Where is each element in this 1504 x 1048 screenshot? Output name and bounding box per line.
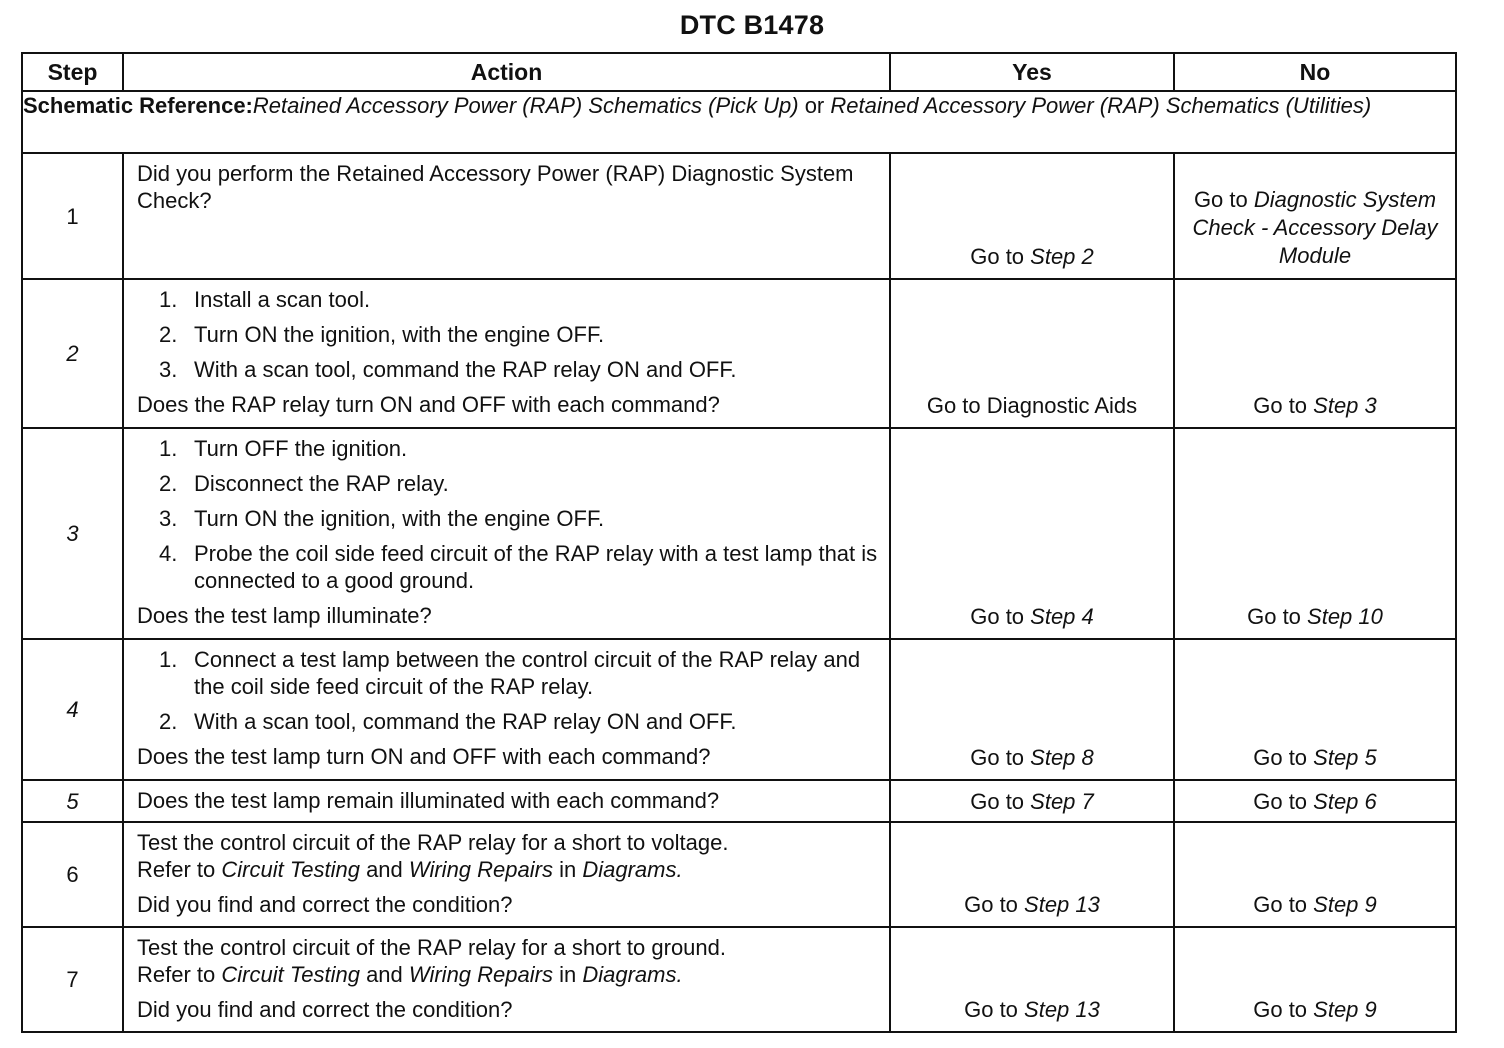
list-item: 2. With a scan tool, command the RAP relay ON and OFF. — [159, 709, 737, 734]
no-step-link[interactable]: Step 6 — [1313, 788, 1377, 814]
table-row — [22, 822, 1456, 927]
yes-prefix: Go to — [970, 604, 1031, 629]
no-prefix: Go to — [1247, 604, 1308, 629]
step-number: 4 — [22, 639, 123, 780]
table-row — [22, 428, 1456, 639]
action-question: Does the test lamp turn ON and OFF with each command? — [137, 744, 711, 769]
yes-cell — [890, 927, 1174, 1032]
header-action: Action — [123, 53, 890, 91]
list-item: 1. Connect a test lamp between the control circuit of the RAP relay and the coil side feed circuit of the RAP relay. — [159, 647, 861, 699]
yes-prefix: Go to — [970, 788, 1031, 814]
refer-line: Refer to Circuit Testing and Wiring Repairs in Diagrams. — [137, 962, 683, 987]
schematic-or: or — [798, 93, 831, 118]
no-step-link[interactable]: Step 3 — [1313, 393, 1377, 418]
no-step-link[interactable]: Step 9 — [1313, 997, 1377, 1022]
no-cell — [1174, 927, 1456, 1032]
action-question: Did you find and correct the condition? — [137, 892, 513, 917]
no-cell — [1174, 428, 1456, 639]
list-item: 1. Install a scan tool. — [159, 287, 371, 312]
yes-cell — [890, 822, 1174, 927]
step-number: 5 — [22, 780, 123, 822]
yes-step-link[interactable]: Step 13 — [1024, 997, 1100, 1022]
no-step-link[interactable]: Diagnostic System Check - Accessory Delay Module — [1192, 187, 1438, 268]
yes-cell — [890, 428, 1174, 639]
action-cell — [123, 279, 890, 428]
action-cell — [123, 780, 890, 822]
yes-link[interactable]: Go to Diagnostic Aids — [926, 393, 1138, 418]
procedure-list — [137, 435, 879, 594]
table-row — [22, 639, 1456, 780]
yes-cell — [890, 279, 1174, 428]
action-question: Does the test lamp illuminate? — [137, 603, 432, 628]
no-step-link[interactable]: Step 10 — [1307, 604, 1383, 629]
list-item: 2. Disconnect the RAP relay. — [159, 471, 449, 496]
yes-step-link[interactable]: Step 2 — [1030, 244, 1094, 269]
diagnostic-table — [21, 52, 1457, 1033]
action-cell — [123, 153, 890, 279]
yes-cell — [890, 153, 1174, 279]
yes-cell — [890, 780, 1174, 822]
circuit-testing-link[interactable]: Circuit Testing — [221, 962, 360, 987]
list-item: 1. Turn OFF the ignition. — [159, 436, 408, 461]
schematic-label: Schematic Reference: — [23, 93, 253, 118]
no-prefix: Go to — [1193, 187, 1254, 212]
yes-step-link[interactable]: Step 13 — [1024, 892, 1100, 917]
procedure-list — [137, 286, 879, 383]
table-row — [22, 279, 1456, 428]
schematic-reference — [22, 91, 1456, 153]
schematic-ref-pickup: Retained Accessory Power (RAP) Schematics (Pick Up) — [252, 93, 799, 118]
refer-line: Refer to Circuit Testing and Wiring Repairs in Diagrams. — [137, 857, 683, 882]
no-prefix: Go to — [1253, 745, 1314, 770]
action-text: Test the control circuit of the RAP relay for a short to voltage. — [137, 830, 729, 855]
yes-step-link[interactable]: Step 4 — [1030, 604, 1094, 629]
step-number: 3 — [22, 428, 123, 639]
schematic-ref-utilities: Retained Accessory Power (RAP) Schematics (Utilities) — [830, 93, 1372, 118]
no-cell — [1174, 639, 1456, 780]
action-cell — [123, 927, 890, 1032]
wiring-repairs-link[interactable]: Wiring Repairs — [408, 857, 553, 882]
diagrams-link[interactable]: Diagrams — [582, 962, 677, 987]
list-item: 4. Probe the coil side feed circuit of the RAP relay with a test lamp that is connected to a good ground. — [159, 541, 878, 593]
step-number: 1 — [22, 153, 123, 279]
no-prefix: Go to — [1253, 788, 1314, 814]
no-cell — [1174, 153, 1456, 279]
circuit-testing-link[interactable]: Circuit Testing — [221, 857, 360, 882]
no-step-link[interactable]: Step 5 — [1313, 745, 1377, 770]
no-cell — [1174, 279, 1456, 428]
header-step: Step — [22, 53, 123, 91]
yes-prefix: Go to — [970, 244, 1031, 269]
action-question: Does the test lamp remain illuminated with each command? — [137, 788, 720, 813]
header-no: No — [1174, 53, 1456, 91]
list-item: 3. Turn ON the ignition, with the engine OFF. — [159, 506, 605, 531]
list-item: 2. Turn ON the ignition, with the engine OFF. — [159, 322, 605, 347]
table-row — [22, 153, 1456, 279]
no-cell — [1174, 822, 1456, 927]
yes-prefix: Go to — [964, 997, 1025, 1022]
page-title: DTC B1478 — [679, 10, 825, 40]
action-cell — [123, 639, 890, 780]
action-question: Does the RAP relay turn ON and OFF with each command? — [137, 392, 720, 417]
step-number: 7 — [22, 927, 123, 1032]
action-question: Did you find and correct the condition? — [137, 997, 513, 1022]
action-text: Did you perform the Retained Accessory Power (RAP) Diagnostic System Check? — [137, 161, 854, 213]
table-row — [22, 780, 1456, 822]
yes-step-link[interactable]: Step 7 — [1030, 788, 1094, 814]
yes-prefix: Go to — [964, 892, 1025, 917]
yes-cell — [890, 639, 1174, 780]
header-yes: Yes — [890, 53, 1174, 91]
action-cell — [123, 428, 890, 639]
no-cell — [1174, 780, 1456, 822]
table-row — [22, 927, 1456, 1032]
header-row — [22, 53, 1456, 91]
action-text: Test the control circuit of the RAP relay for a short to ground. — [137, 935, 726, 960]
wiring-repairs-link[interactable]: Wiring Repairs — [408, 962, 553, 987]
list-item: 3. With a scan tool, command the RAP relay ON and OFF. — [159, 357, 737, 382]
no-prefix: Go to — [1253, 393, 1314, 418]
diagrams-link[interactable]: Diagrams — [582, 857, 677, 882]
step-number: 2 — [22, 279, 123, 428]
step-number: 6 — [22, 822, 123, 927]
no-prefix: Go to — [1253, 997, 1314, 1022]
no-step-link[interactable]: Step 9 — [1313, 892, 1377, 917]
action-cell — [123, 822, 890, 927]
yes-step-link[interactable]: Step 8 — [1030, 745, 1094, 770]
procedure-list — [137, 646, 879, 735]
no-prefix: Go to — [1253, 892, 1314, 917]
yes-prefix: Go to — [970, 745, 1031, 770]
schematic-reference-row — [22, 91, 1456, 153]
